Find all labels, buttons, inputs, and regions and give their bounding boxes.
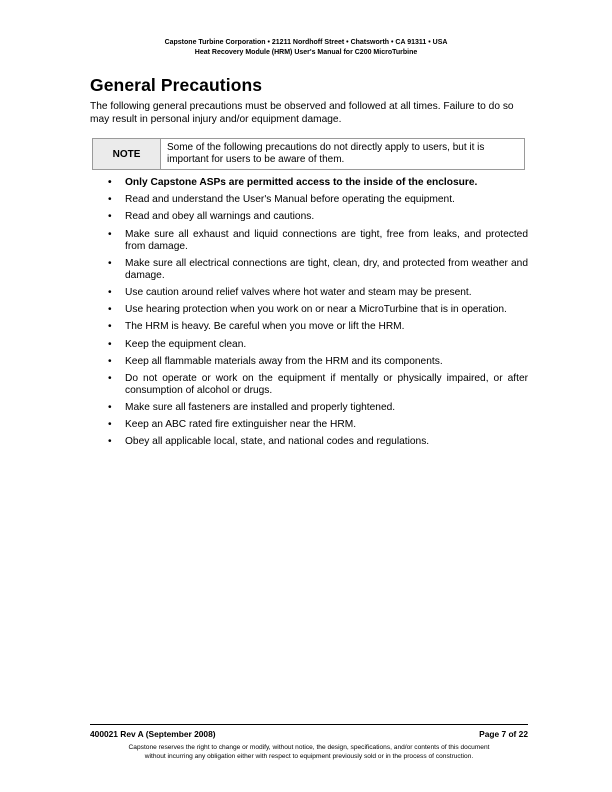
precaution-item [108,304,528,316]
bullet-icon: • [108,436,112,448]
precaution-text: Keep all flammable materials away from the HRM and its components. [125,355,443,367]
precaution-text: The HRM is heavy. Be careful when you move or lift the HRM. [125,321,405,333]
precaution-item [108,402,528,414]
precaution-item [108,229,528,253]
bullet-icon: • [108,304,112,316]
bullet-icon: • [108,228,112,240]
footer-divider [90,724,528,725]
footer-disclaimer [90,743,528,761]
precaution-item [108,177,528,189]
bullet-icon: • [108,402,112,414]
bullet-icon: • [108,257,112,269]
precautions-list [108,177,528,454]
note-text: Some of the following precautions do not directly apply to users, but it is important for users to be aware of them. [167,142,485,165]
precaution-text: Make sure all electrical connections are tight, clean, dry, and protected from weather and damage. [125,257,528,281]
bullet-icon: • [108,419,112,431]
precaution-item [108,321,528,333]
precaution-item [108,373,528,397]
bullet-icon: • [108,355,112,367]
section-title: General Precautions [90,75,263,95]
precaution-text: Use caution around relief valves where hot water and steam may be present. [125,286,472,298]
precaution-item [108,211,528,223]
precaution-text: Make sure all fasteners are installed and properly tightened. [125,402,396,414]
precaution-text: Use hearing protection when you work on or near a MicroTurbine that is in operation. [125,304,507,316]
precaution-text: Read and obey all warnings and cautions. [125,211,315,223]
page-number: Page 7 of 22 [479,729,528,739]
precaution-text: Make sure all exhaust and liquid connections are tight, free from leaks, and protected from damage. [125,228,528,252]
bullet-icon: • [108,177,112,188]
precaution-text: Only Capstone ASPs are permitted access to the inside of the enclosure. [125,177,478,188]
header-manual-line: Heat Recovery Module (HRM) User's Manual for C200 MicroTurbine [194,49,418,56]
precaution-item [108,436,528,448]
bullet-icon: • [108,286,112,298]
intro-paragraph: The following general precautions must be observed and followed at all times. Failure to do so may result in personal injury and/or equipment damage. [90,101,514,125]
precaution-text: Do not operate or work on the equipment if mentally or physically impaired, or after consumption of alcohol or drugs. [125,372,528,396]
note-box [92,138,525,170]
precaution-item [108,419,528,431]
precaution-item [108,258,528,282]
precaution-item [108,356,528,368]
disclaimer-line: Capstone reserves the right to change or modify, without notice, the design, specifications, and/or contents of this document [128,744,490,751]
bullet-icon: • [108,211,112,223]
precaution-item [108,339,528,351]
page-header [0,38,612,58]
bullet-icon: • [108,338,112,350]
bullet-icon: • [108,194,112,206]
precaution-text: Keep the equipment clean. [125,338,247,350]
document-id: 400021 Rev A (September 2008) [90,729,216,739]
header-company-line: Capstone Turbine Corporation • 21211 Nordhoff Street • Chatsworth • CA 91311 • USA [164,39,448,46]
disclaimer-line: without incurring any obligation either with respect to equipment previously sold or in the process of construction. [144,753,474,760]
bullet-icon: • [108,372,112,384]
precaution-text: Keep an ABC rated fire extinguisher near the HRM. [125,419,357,431]
precaution-text: Read and understand the User's Manual before operating the equipment. [125,194,455,206]
precaution-item [108,287,528,299]
bullet-icon: • [108,321,112,333]
note-label: NOTE [93,139,161,169]
precaution-item [108,194,528,206]
precaution-text: Obey all applicable local, state, and national codes and regulations. [125,436,430,448]
